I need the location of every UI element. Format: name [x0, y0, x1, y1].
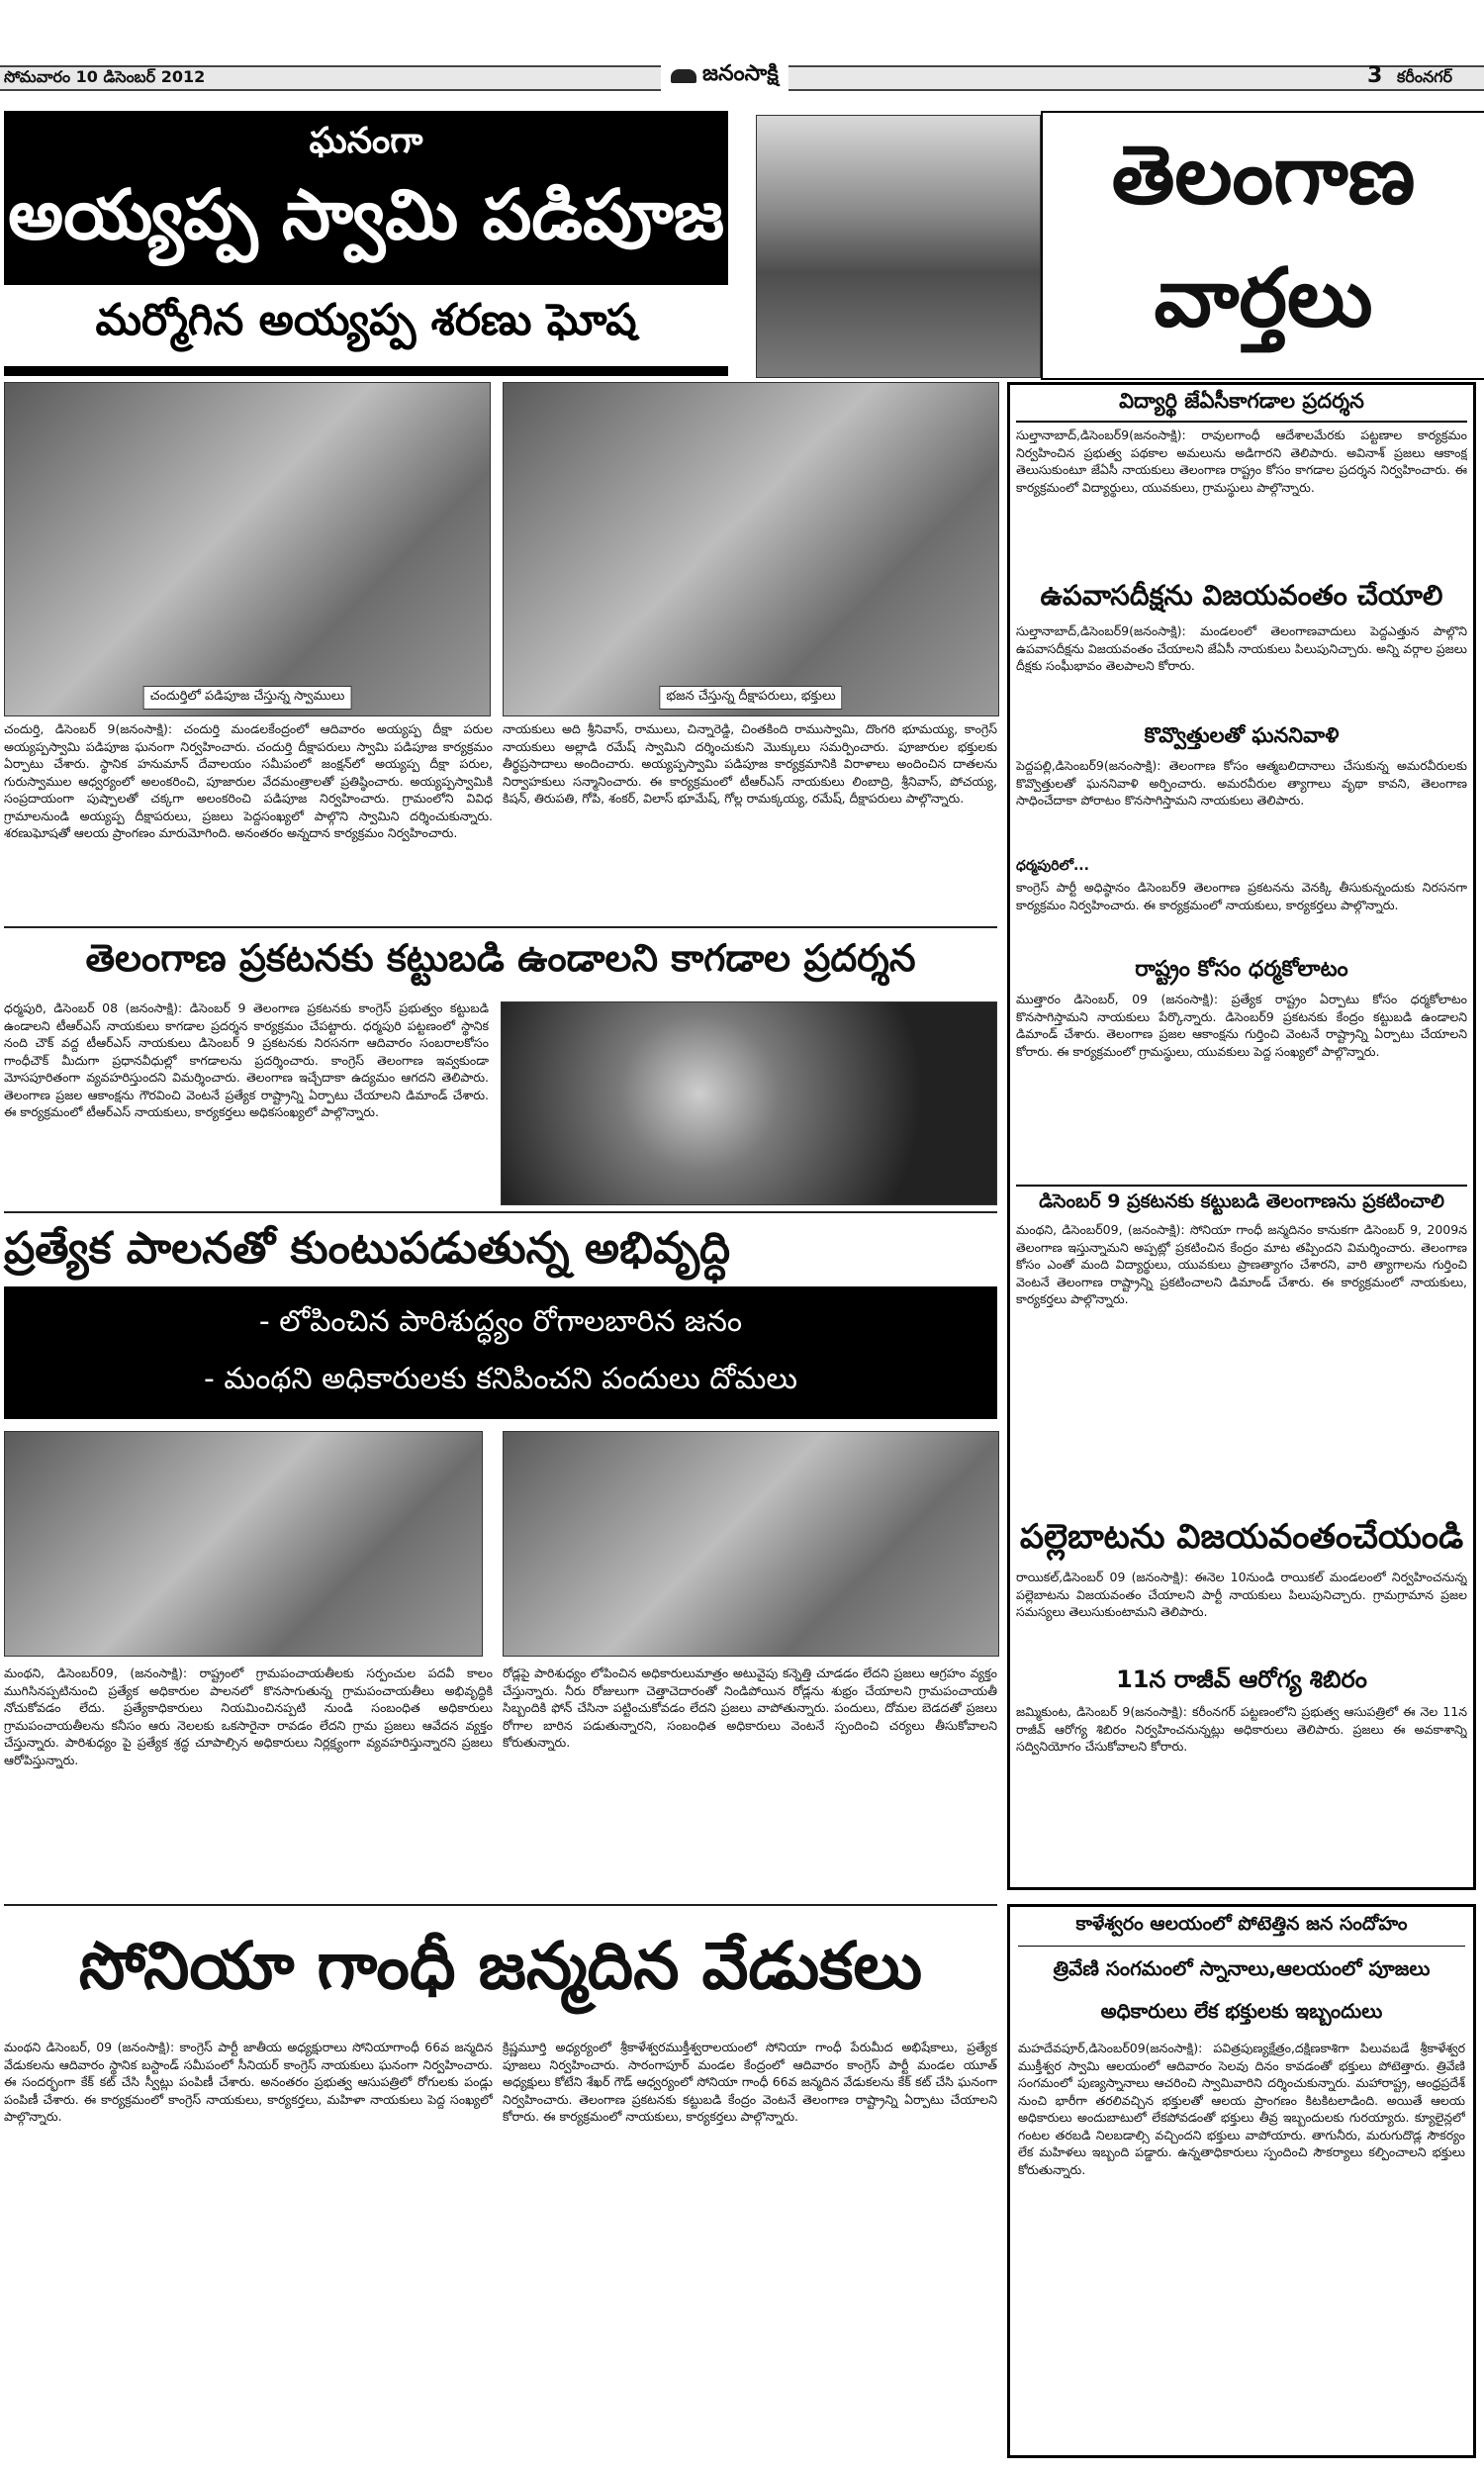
sonia-headline: సోనియా గాంధీ జన్మదిన వేడుకలు	[78, 1928, 923, 2004]
ayyappa-photo-1	[4, 382, 491, 716]
column-item-1-body: సుల్తానాబాద్‌,డిసెంబర్‌9(జనంసాక్షి): రావులగాంధీ ఆదేశాలమేరకు పట్టణాల కార్యక్రమం నిర్వహించిన ప్రభుత్వ పథకాల అమలును అడిగారని తెలిపారు. అవినాశ్‌ ప్రజలు ఆకాంక్ష తెలుసుకుంటూ జేఏసీ నాయకులు తెలంగాణ రాష్ట్రం కోసం కాగడాల ప్రదర్శన నిర్వహించారు. ఈ కార్యక్రమంలో విద్యార్థులు, యువకులు, గ్రామస్థులు పాల్గొన్నారు.	[1016, 428, 1467, 495]
column-item-7-head: పల్లెబాటను విజయవంతంచేయండి	[1019, 1517, 1464, 1557]
column-item-8-body: జమ్మికుంట, డిసెంబర్‌ 9(జనంసాక్షి): కరీంనగర్‌ పట్టణంలోని ప్రభుత్వ ఆసుపత్రిలో ఈ నెల 11న రాజీవ్‌ ఆరోగ్య శిబిరం నిర్వహించనున్నట్లు అధికారులు తెలిపారు. ప్రజలు ఈ అవకాశాన్ని సద్వినియోగం చేసుకోవాలని కోరారు.	[1016, 1704, 1467, 1754]
column-item-3-head: కొవ్వొత్తులతో ఘననివాళి	[1144, 723, 1340, 747]
column-item-5	[1016, 957, 1467, 1185]
column-item-6	[1016, 1185, 1467, 1517]
ayyappa-headline-box	[4, 111, 728, 376]
column-item-1-head: విద్యార్థి జేఏసీకాగడాల ప్రదర్శన	[1016, 389, 1467, 423]
column-item-4-body: కాంగ్రెస్‌ పార్టీ అధిష్ఠానం డిసెంబర్‌9 తెలంగాణ ప్రకటనను వెనక్కి తీసుకున్నందుకు నిరసనగా కార్యక్రమం నిర్వహించారు. ఈ కార్యక్రమంలో నాయకులు, కార్యకర్తలు పాల్గొన్నారు.	[1016, 880, 1467, 912]
banner-line-2: వార్తలు	[1154, 251, 1373, 345]
rule-2	[4, 1211, 997, 1213]
column-item-8	[1016, 1665, 1467, 1844]
telangana-vartalu-banner	[1041, 111, 1484, 380]
kaleshwaram-head-3: అధికారులు లేక భక్తులకు ఇబ్బందులు	[1100, 1999, 1383, 2023]
column-item-7	[1016, 1517, 1467, 1665]
kaleshwaram-box	[1007, 1904, 1476, 2458]
fort-photo	[756, 115, 1041, 378]
sonia-body-right: క్రిష్ణమూర్తి అధ్యర్యంలో శ్రీకాళేశ్వరముక్తీశ్వరాలయంలో సోనియా గాంధీ పేరుమీద అభిషేకాలు, ప్రత్యేక పూజలు నిర్వహించారు. సారంగాపూర్‌ మండల కేంద్రంలో ఆదివారం కాంగ్రెస్‌ పార్టీ మండల యూత్‌ అధ్యక్షులు కోటేని శేఖర్‌ గౌడ్‌ ఆధ్వర్యంలో సోనియా గాంధీ 66వ జన్మదిన వేడుకలను కేక్‌ కట్‌ చేసి ఘనంగా నిర్వహించారు. తెలంగాణ ప్రకటనకు కట్టుబడి కేంద్రం వెంటనే తెలంగాణ రాష్ట్రాన్ని ఏర్పాటు చేయాలని కోరారు. ఈ కార్యక్రమంలో నాయకులు, కార్యకర్తలు పాల్గొన్నారు.	[503, 2040, 997, 2124]
ayyappa-kicker: ఘనంగా	[309, 121, 423, 161]
header-date: సోమవారం 10 డిసెంబర్ 2012	[4, 67, 206, 86]
sonia-body-left: మంథని డిసెంబర్‌, 09 (జనంసాక్షి): కాంగ్రెస్‌ పార్టీ జాతీయ అధ్యక్షురాలు సోనియాగాంధీ 66వ జన్మదిన వేడుకలను ఆదివారం స్థానిక బస్టాండ్‌ సమీపంలో సీనియర్‌ కాంగ్రెస్‌ నాయకులు ఘనంగా నిర్వహించారు. ఈ సందర్భంగా కేక్‌ కట్‌ చేసి స్వీట్లు పంపిణీ చేశారు. అనంతరం ప్రభుత్వ ఆసుపత్రిలో రోగులకు పండ్లు పంపిణీ చేశారు. ఈ కార్యక్రమంలో కాంగ్రెస్‌ నాయకులు, కార్యకర్తలు, మహిళా నాయకులు పెద్ద సంఖ్యలో పాల్గొన్నారు.	[4, 2040, 493, 2124]
kaleshwaram-head-2: త్రివేణి సంగమంలో స్నానాలు,ఆలయంలో పూజలు	[1053, 1956, 1431, 1980]
kaleshwaram-body: మహదేవపూర్‌,డిసెంబర్‌09(జనంసాక్షి): పవిత్రపుణ్యక్షేత్రం,దక్షిణకాశిగా పిలువబడే శ్రీకాళేశ్వర ముక్తీశ్వర స్వామి ఆలయంలో ఆదివారం సెలవు దినం కావడంతో భక్తులు పోటెత్తారు. త్రివేణి సంగమంలో పుణ్యస్నానాలు ఆచరించి స్వామివారిని దర్శించుకున్నారు. మహారాష్ట్ర, ఆంధ్రప్రదేశ్‌ నుంచి భారీగా తరలివచ్చిన భక్తులతో ఆలయ ప్రాంగణం కిటకిటలాడింది. అయితే ఆలయ అధికారులు అందుబాటులో లేకపోవడంతో భక్తులు తీవ్ర ఇబ్బందులకు గురయ్యారు. క్యూలైన్లలో గంటల తరబడి నిలబడాల్సి వచ్చిందని భక్తులు వాపోయారు. తాగునీరు, మరుగుదొడ్ల సౌకర్యం లేక మహిళలు ఇబ్బంది పడ్డారు. ఉన్నతాధికారులు స్పందించి సౌకర్యాలు కల్పించాలని భక్తులు కోరుతున్నారు.	[1018, 2041, 1465, 2177]
ayyappa-body-left: చందుర్తి, డిసెంబర్‌ 9(జనంసాక్షి): చందుర్తి మండలకేంద్రంలో ఆదివారం అయ్యప్ప దీక్షా పరుల అయ్యప్పస్వామి పడిపూజ ఘనంగా నిర్వహించారు. చందుర్తి దీక్షాపరులు స్వామి పడిపూజ కార్యక్రమం ఏర్పాటు చేశారు. స్థానిక హనుమాన్‌ దేవాలయం సమీపంలో జంక్షన్‌లో అయ్యప్ప దీక్షా పరుల, గురుస్వాముల ఆధ్వర్యంలో అలంకరించి, పూజారుల వేదమంత్రాలతో ప్రతిష్ఠించారు. అయ్యప్పస్వామికి సంప్రదాయంగా పుష్పాలతో చక్కగా అలంకరించి పడిపూజ నిర్వహించారు. గ్రామంలోని వివిధ గ్రామాలనుండి అయ్యప్ప దీక్షాపరులు, ప్రజలు పెద్దసంఖ్యలో పాల్గొని స్వామిని దర్శించుకున్నారు. శరణుఘోషతో ఆలయ ప్రాంగణం మారుమోగింది. అనంతరం అన్నదాన కార్యక్రమం నిర్వహించారు.	[4, 721, 493, 840]
pratyeka-photo-1	[4, 1431, 483, 1657]
ayyappa-headline: అయ్యప్ప స్వామి పడిపూజ	[8, 174, 724, 255]
column-item-6-body: మంథని, డిసెంబర్‌09, (జనంసాక్షి): సోనియా గాంధీ జన్మదినం కానుకగా డిసెంబర్‌ 9, 2009న తెలంగాణ ఇస్తున్నామని అప్పట్లో ప్రకటించిన కేంద్రం మాట తప్పిందని విమర్శించారు. తెలంగాణ కోసం ఎంతో మంది విద్యార్థులు, యువకులు ప్రాణత్యాగం చేశారని, వారి త్యాగాలను గుర్తించి వెంటనే తెలంగాణ రాష్ట్రాన్ని ప్రకటించాలని డిమాండ్‌ చేశారు. ఈ కార్యక్రమంలో నాయకులు, కార్యకర్తలు పాల్గొన్నారు.	[1016, 1222, 1467, 1306]
column-item-4	[1016, 858, 1467, 957]
edition-name: కరీంనగర్	[1397, 67, 1453, 86]
pratyeka-photo-2	[503, 1431, 999, 1657]
pratyeka-sub-1: - లోపించిన పారిశుద్ధ్యం రోగాలబారిన జనం	[258, 1304, 743, 1339]
kagadala-photo	[501, 1001, 997, 1205]
pratyeka-subhead-box	[4, 1286, 997, 1419]
page-number: 3	[1367, 63, 1383, 88]
kagadala-headline: తెలంగాణ ప్రకటనకు కట్టుబడి ఉండాలని కాగడాల ప్రదర్శన	[85, 936, 916, 980]
rule-1	[4, 926, 997, 928]
masthead: జనంసాక్షి	[661, 61, 788, 91]
column-item-2-head: ఉపవాసదీక్షను విజయవంతం చేయాలి	[1040, 579, 1443, 612]
column-item-3-body: పెద్దపల్లి,డిసెంబర్‌9(జనంసాక్షి): తెలంగాణ కోసం ఆత్మబలిదానాలు చేసుకున్న అమరవీరులకు కొవ్వొత్తులతో ఘననివాళి అర్పించారు. అమరవీరుల త్యాగాలు వృథా కావని, తెలంగాణ సాధించేదాకా పోరాటం కొనసాగిస్తామని నాయకులు తెలిపారు.	[1016, 758, 1467, 808]
pratyeka-sub-2: - మంథని అధికారులకు కనిపించని పందులు దోమలు	[204, 1362, 797, 1396]
column-item-4-head: ధర్మపురిలో...	[1016, 858, 1089, 874]
ayyappa-photo-2	[503, 382, 999, 716]
column-item-2	[1016, 579, 1467, 723]
kaleshwaram-head-1: కాళేశ్వరం ఆలయంలో పోటెత్తిన జన సందోహం	[1018, 1913, 1465, 1947]
column-item-5-body: ముత్తారం డిసెంబర్‌, 09 (జనంసాక్షి): ప్రత్యేక రాష్ట్రం ఏర్పాటు కోసం ధర్మకోలాటం కొనసాగిస్తామని నాయకులు పేర్కొన్నారు. డిసెంబర్‌9 ప్రకటనకు కేంద్రం కట్టుబడి ఉండాలని డిమాండ్‌ చేశారు. తెలంగాణ ప్రజల ఆకాంక్షను గుర్తించి వెంటనే రాష్ట్రాన్ని ఏర్పాటు చేయాలని కోరారు. ఈ కార్యక్రమంలో గ్రామస్థులు, యువకులు పెద్ద సంఖ్యలో పాల్గొన్నారు.	[1016, 992, 1467, 1059]
pratyeka-headline: ప్రత్యేక పాలనతో కుంటుపడుతున్న అభివృద్ధి	[4, 1223, 731, 1274]
ayyappa-photo-1-caption: చందుర్తిలో పడిపూజ చేస్తున్న స్వాములు	[143, 686, 352, 710]
ayyappa-photo-2-caption: భజన చేస్తున్న దీక్షాపరులు, భక్తులు	[659, 686, 842, 710]
column-item-8-head: 11న రాజీవ్‌ ఆరోగ్య శిబిరం	[1116, 1665, 1367, 1693]
pratyeka-body-left: మంథని, డిసెంబర్‌09, (జనంసాక్షి): రాష్ట్రంలో గ్రామపంచాయతీలకు సర్పంచుల పదవీ కాలం ముగిసినప్పటినుంచి ప్రత్యేక అధికారుల పాలనలో కొనసాగుతున్న గ్రామపంచాయతీలు అభివృద్ధికి నోచుకోవడం లేదు. ప్రత్యేకాధికారులు నియమించినప్పటి నుండి సంబంధిత అధికారులు గ్రామపంచాయతీలను కనీసం ఆరు నెలలకు ఒకసారైనా రావడం లేదని గ్రామ ప్రజలు ఆవేదన వ్యక్తం చేస్తున్నారు. పారిశుధ్యం పై ప్రత్యేక శ్రద్ధ చూపాల్సిన అధికారులు నిర్లక్ష్యంగా వ్యవహరిస్తున్నారని ప్రజలు ఆరోపిస్తున్నారు.	[4, 1665, 493, 1767]
ayyappa-subhead-bar	[4, 285, 728, 366]
kagadala-body: ధర్మపురి, డిసెంబర్‌ 08 (జనంసాక్షి): డిసెంబర్‌ 9 తెలంగాణ ప్రకటనకు కాంగ్రెస్‌ ప్రభుత్వం కట్టుబడి ఉండాలని టీఆర్‌ఎస్‌ నాయకులు కాగడాల ప్రదర్శన కార్యక్రమం చేపట్టారు. ధర్మపురి పట్టణంలో స్థానిక నంది చౌక్‌ వద్ద టీఆర్‌ఎస్‌ నాయకులు డిసెంబర్‌ 9 ప్రకటనకు నిరసనగా ఆదివారం సంబరాలకోసం గాంధీచౌక్‌ మీదుగా ప్రధానవీధుల్లో కాగడాలను ప్రదర్శించారు. కాంగ్రెస్‌ తెలంగాణ ఇవ్వకుండా మోసపూరితంగా వ్యవహరిస్తుందని విమర్శించారు. తెలంగాణ ఇచ్చేదాకా ఉద్యమం ఆగదని తెలిపారు. తెలంగాణ ప్రజల ఆకాంక్షను గౌరవించి వెంటనే ప్రత్యేక రాష్ట్రాన్ని ఏర్పాటు చేయాలని డిమాండ్‌ చేశారు. ఈ కార్యక్రమంలో టీఆర్‌ఎస్‌ నాయకులు, కార్యకర్తలు అధికసంఖ్యలో పాల్గొన్నారు.	[4, 1000, 489, 1119]
column-item-5-head: రాష్ట్రం కోసం ధర్మకోలాటం	[1135, 957, 1348, 982]
telangana-news-column	[1007, 382, 1476, 1890]
column-item-6-head: డిసెంబర్‌ 9 ప్రకటనకు కట్టుబడి తెలంగాణను ప్రకటించాలి	[1039, 1190, 1444, 1212]
rule-3	[4, 1904, 997, 1906]
ayyappa-body-right: నాయకులు అది శ్రీనివాస్‌, రాములు, చిన్నారెడ్డి, చింతకింది రాముస్వామి, దొంగరి భూమయ్య, కాంగ్రెస్‌ నాయకులు అల్లాడి రమేష్‌ స్వామిని దర్శించుకుని మొక్కులు సమర్పించారు. పూజారుల భక్తులకు తీర్థప్రసాదాలు అందించారు. అయ్యప్పస్వామి పడిపూజ కార్యక్రమానికి విరాళాలు అందించిన దాతలను నిర్వాహకులు సన్మానించారు. ఈ కార్యక్రమంలో టీఆర్‌ఎస్‌ నాయకులు లింబాద్రి, శ్రీనివాస్‌, పోచయ్య, కిషన్‌, తిరుపతి, గోపి, శంకర్‌, విలాస్‌ భూమేష్‌, గోల్ల రామక్కయ్య, రమేష్‌, దీక్షాపరులు పాల్గొన్నారు.	[503, 721, 997, 806]
column-item-2-body: సుల్తానాబాద్‌,డిసెంబర్‌9(జనంసాక్షి): మండలంలో తెలంగాణవాదులు పెద్దఎత్తున పాల్గొని ఉపవాసదీక్షను విజయవంతం చేయాలని జేఏసీ నాయకులు పిలుపునిచ్చారు. అన్ని వర్గాల ప్రజలు దీక్షకు సంఘీభావం తెలపాలని కోరారు.	[1016, 623, 1467, 673]
banner-line-1: తెలంగాణ	[1111, 129, 1416, 223]
ayyappa-subhead: మర్మోగిన అయ్యప్ప శరణు ఘోష	[95, 295, 637, 345]
pratyeka-body-right: రోడ్లపై పారిశుధ్యం లోపించిన అధికారులుమాత్రం అటువైపు కన్నెత్తి చూడడం లేదని ప్రజలు ఆగ్రహం వ్యక్తం చేస్తున్నారు. నీరు రోజులుగా చెత్తాచెదారంతో నిండిపోయిన రోడ్లను శుభ్రం చేయాలని గ్రామపంచాయతీ సిబ్బందికి ఫోన్‌ చేసినా పట్టించుకోవడం లేదని ప్రజలు వాపోతున్నారు. పందులు, దోమల బెడదతో ప్రజలు రోగాల బారిన పడుతున్నారని, సంబంధిత అధికారులు వెంటనే స్పందించి చర్యలు తీసుకోవాలని కోరుతున్నారు.	[503, 1665, 997, 1750]
masthead-logo-icon	[671, 69, 696, 83]
column-item-1	[1016, 389, 1467, 579]
column-item-7-body: రాయికల్‌,డిసెంబర్‌ 09 (జనంసాక్షి): ఈనెల 10నుండి రాయికల్‌ మండలంలో నిర్వహించనున్న పల్లెబాటను విజయవంతం చేయాలని పార్టీ నాయకులు పిలుపునిచ్చారు. గ్రామగ్రామాన ప్రజల సమస్యలు తెలుసుకుంటామని తెలిపారు.	[1016, 1570, 1467, 1619]
column-item-3	[1016, 723, 1467, 858]
